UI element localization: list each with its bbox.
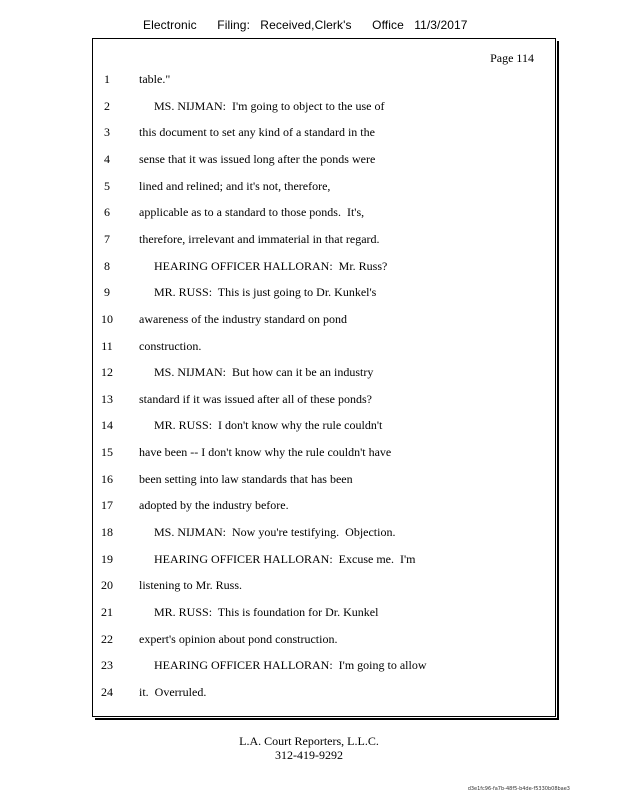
line-text: HEARING OFFICER HALLORAN: Mr. Russ?: [154, 258, 388, 273]
line-number: 24: [101, 684, 113, 699]
line-text: MS. NIJMAN: But how can it be an industry: [154, 365, 374, 380]
document-hash: d3e1fc96-fa7b-48f5-b4de-f5330b08bae3: [467, 786, 570, 792]
line-text: HEARING OFFICER HALLORAN: Excuse me. I'm: [154, 551, 416, 566]
line-number: 22: [101, 631, 113, 646]
line-number: 3: [104, 125, 110, 140]
page-number: Page 114: [490, 51, 534, 65]
line-text: this document to set any kind of a standard in the: [139, 125, 375, 140]
line-text: HEARING OFFICER HALLORAN: I'm going to allow: [154, 658, 427, 673]
line-number: 20: [101, 578, 113, 593]
line-number: 21: [101, 605, 113, 619]
reporter-company: L.A. Court Reporters, L.L.C.: [239, 734, 379, 748]
line-number: 2: [104, 98, 110, 113]
line-number: 7: [104, 231, 110, 246]
line-number: 13: [101, 391, 113, 406]
line-number: 19: [101, 551, 113, 566]
line-text: sense that it was issued long after the ponds were: [139, 151, 376, 166]
line-text: MS. NIJMAN: Now you're testifying. Objection.: [154, 525, 396, 540]
line-text: adopted by the industry before.: [139, 498, 289, 513]
line-text: table.": [139, 72, 171, 86]
reporter-phone: 312-419-9292: [275, 748, 343, 762]
line-number: 6: [104, 205, 110, 220]
line-text: expert's opinion about pond construction.: [139, 631, 338, 646]
line-number: 17: [101, 498, 113, 513]
line-text: therefore, irrelevant and immaterial in that regard.: [139, 231, 380, 246]
line-text: standard if it was issued after all of these ponds?: [139, 391, 372, 406]
line-text: MR. RUSS: This is foundation for Dr. Kunkel: [154, 605, 379, 619]
line-number: 9: [104, 285, 110, 300]
filing-stamp: Electronic Filing: Received,Clerk's Office 11/3/2017: [143, 18, 468, 32]
line-number: 14: [101, 418, 113, 433]
line-text: awareness of the industry standard on pond: [139, 311, 347, 326]
line-text: MR. RUSS: I don't know why the rule couldn't: [154, 418, 383, 433]
line-text: been setting into law standards that has been: [139, 471, 353, 486]
line-text: listening to Mr. Russ.: [139, 578, 243, 593]
line-number: 1: [104, 72, 110, 86]
line-text: MS. NIJMAN: I'm going to object to the use of: [154, 98, 385, 113]
line-number: 10: [101, 311, 113, 326]
line-number: 23: [101, 658, 113, 673]
line-text: MR. RUSS: This is just going to Dr. Kunkel's: [154, 285, 377, 300]
line-number: 18: [101, 525, 113, 540]
line-text: lined and relined; and it's not, therefore,: [139, 178, 331, 193]
line-text: applicable as to a standard to those ponds. It's,: [139, 205, 365, 220]
line-number: 12: [101, 365, 113, 380]
line-number: 5: [104, 178, 110, 193]
line-text: it. Overruled.: [139, 684, 207, 699]
line-number: 16: [101, 471, 113, 486]
line-number: 15: [101, 445, 113, 460]
line-number: 8: [104, 258, 110, 273]
line-text: construction.: [139, 338, 202, 353]
line-number: 4: [104, 151, 110, 166]
line-number: 11: [101, 338, 113, 353]
line-text: have been -- I don't know why the rule couldn't have: [139, 445, 392, 460]
